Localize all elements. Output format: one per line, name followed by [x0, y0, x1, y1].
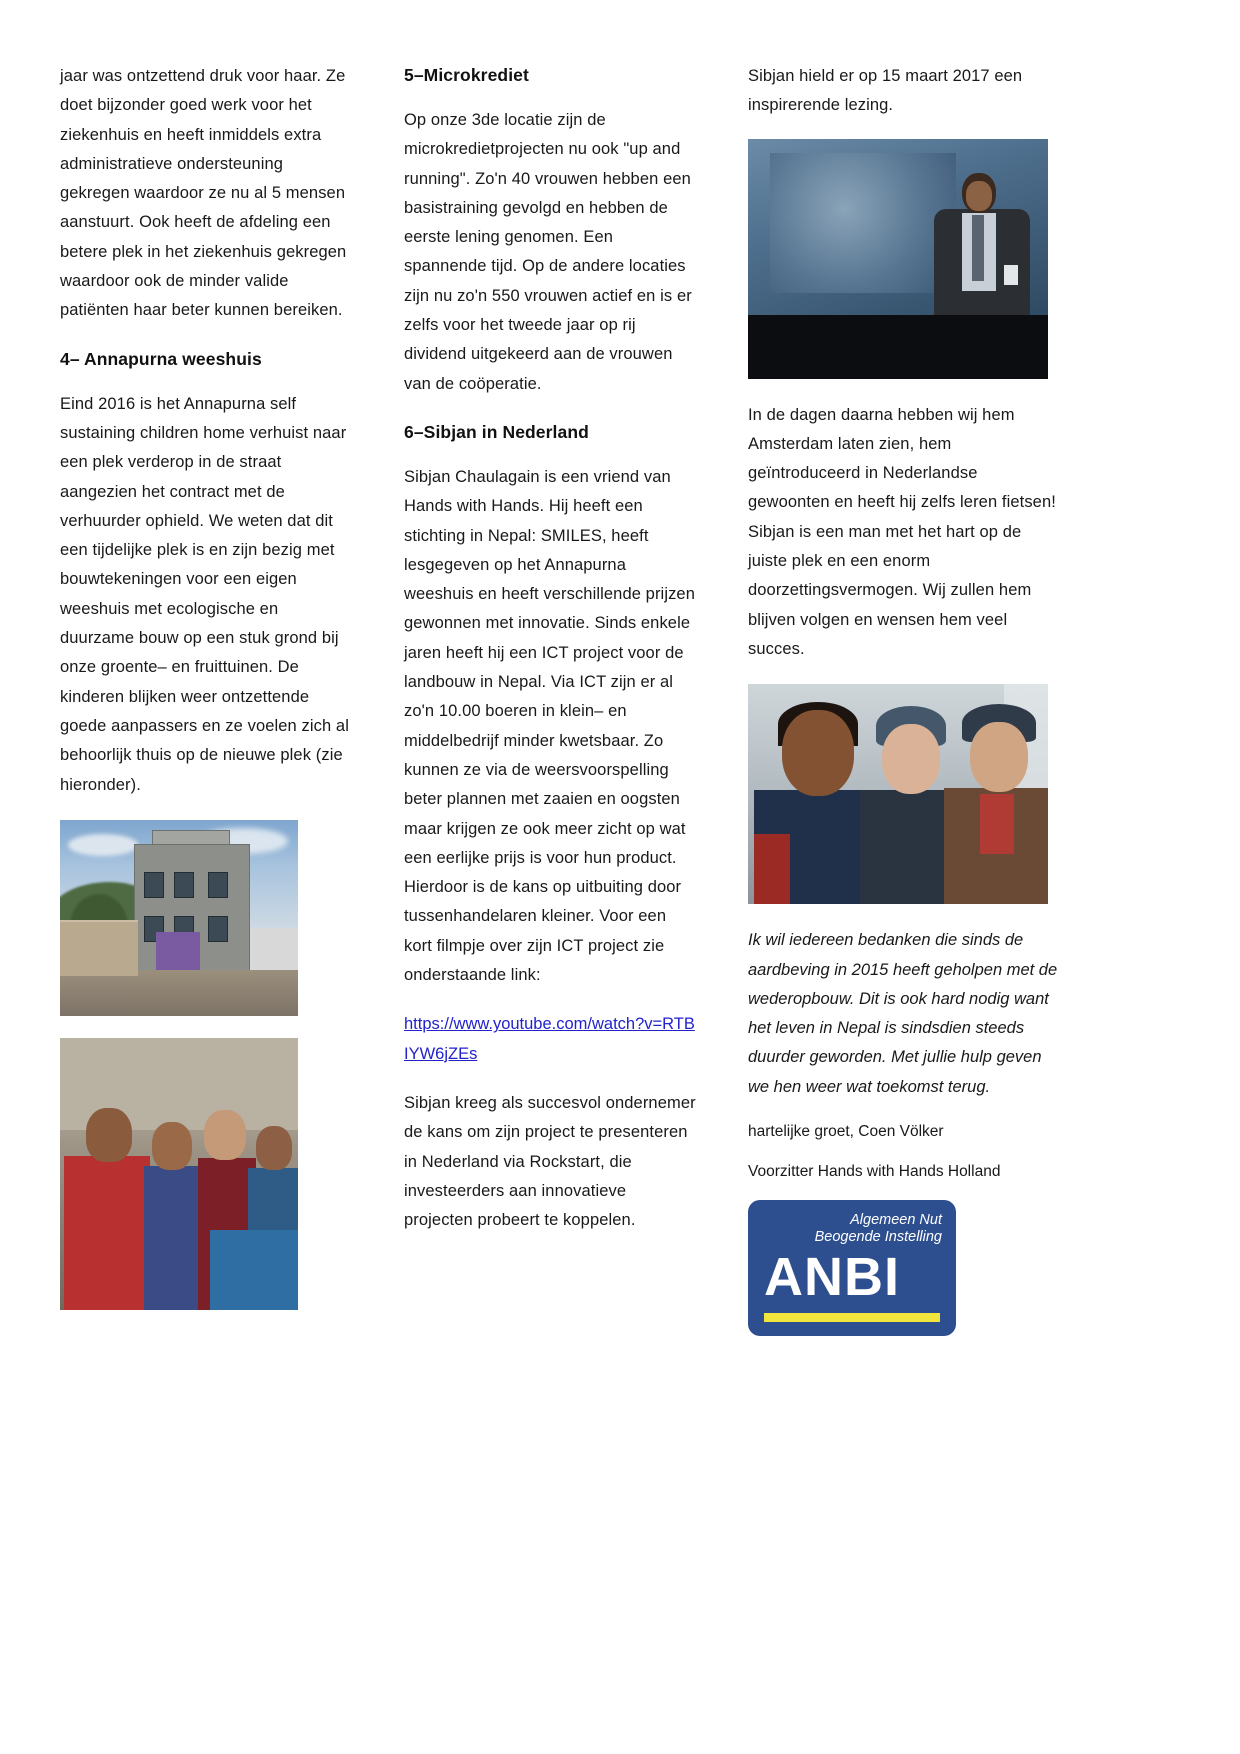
- photo-window: [144, 872, 164, 898]
- photo-sibjan-lecture: [748, 139, 1048, 379]
- paragraph-thanks-italic: Ik wil iedereen bedanken die sinds de aardbeving in 2015 heeft geholpen met de wederopbouw. Dit is ook hard nodig want het leven in Nepal is sindsdien steeds duurder geworden. Met jullie hulp geven we hen weer wat toekomst terug.: [748, 931, 1058, 1096]
- youtube-video-link[interactable]: https://www.youtube.com/watch?v=RTBIYW6jZEs: [404, 1015, 695, 1063]
- column-right: [748, 62, 1058, 1336]
- photo-face: [204, 1110, 246, 1160]
- photo-speaker-badge: [1004, 265, 1018, 285]
- anbi-yellow-bar: [764, 1313, 940, 1322]
- photo-person-body: [64, 1156, 150, 1310]
- anbi-tagline-line2: Beogende Instelling: [814, 1229, 942, 1246]
- photo-projected-image: [770, 153, 956, 293]
- photo-person-strap: [754, 834, 790, 904]
- paragraph-annapurna: Eind 2016 is het Annapurna self sustaining children home verhuist naar een plek verderop in de straat aangezien het contract met de verhuurder ophield. We weten dat dit een tijdelijke plek is en zijn bezig met bouwtekeningen voor een eigen weeshuis met ecologische en duurzame bouw op een stuk grond bij onze groente– en fruittuinen. De kinderen blijken weer ontzettende goede aanpassers en ze voelen zich al behoorlijk thuis op de nieuwe plek (zie hieronder).: [60, 394, 349, 794]
- photo-face: [86, 1108, 132, 1162]
- photo-person-body: [144, 1166, 204, 1310]
- heading-annapurna-weeshuis: 4– Annapurna weeshuis: [60, 348, 262, 369]
- heading-sibjan-in-nederland: 6–Sibjan in Nederland: [404, 421, 589, 442]
- photo-skirt: [210, 1230, 298, 1310]
- photo-children-group: [60, 1038, 298, 1310]
- paragraph-microkrediet: Op onze 3de locatie zijn de microkredietprojecten nu ook "up and running". Zo'n 40 vrouwen hebben een basistraining gevolgd en hebben de eerste lening genomen. Een spannende tijd. Op de andere locaties zijn nu zo'n 550 vrouwen actief en is er zelfs voor het tweede jaar op rij dividend uitgekeerd aan de vrouwen van de coöperatie.: [404, 111, 692, 393]
- photo-window: [208, 916, 228, 942]
- column-left: [60, 62, 352, 1332]
- photo-face: [256, 1126, 292, 1170]
- photo-face: [882, 724, 940, 794]
- heading-microkrediet: 5–Microkrediet: [404, 65, 529, 85]
- youtube-link-wrapper: [404, 1010, 696, 1069]
- paragraph-amsterdam-visit: In de dagen daarna hebben wij hem Amsterdam laten zien, hem geïntroduceerd in Nederlandse gewoonten en heeft hij zelfs leren fietsen! Sibjan is een man met het hart op de juiste plek en een enorm doorzettingsvermogen. Wij zullen hem blijven volgen en wensen hem veel succes.: [748, 405, 1056, 658]
- photo-person-scarf: [980, 794, 1014, 854]
- photo-face: [782, 710, 854, 796]
- signature-greeting: hartelijke groet, Coen Völker: [748, 1123, 944, 1141]
- photo-orphanage-building: [60, 820, 298, 1016]
- photo-door: [156, 932, 200, 970]
- photo-cloud: [68, 834, 138, 856]
- photo-wall: [60, 920, 138, 976]
- paragraph-continued: jaar was ontzettend druk voor haar. Ze doet bijzonder goed werk voor het ziekenhuis en heeft inmiddels extra administratieve ondersteuning gekregen waardoor ze nu al 5 mensen aanstuurt. Ook heeft de afdeling een betere plek in het ziekenhuis gekregen waardoor ook de minder valide patiënten haar beter kunnen bereiken.: [60, 67, 347, 320]
- anbi-tagline-line1: Algemeen Nut: [850, 1212, 942, 1229]
- paragraph-sibjan-intro: Sibjan Chaulagain is een vriend van Hands with Hands. Hij heeft een stichting in Nepal: SMILES, heeft lesgegeven op het Annapurna weeshuis en heeft verschillende prijzen gewonnen met innovatie. Sinds enkele jaren heeft hij een ICT project voor de landbouw in Nepal. Via ICT zijn er al zo'n 10.00 boeren in klein– en middelbedrijf minder kwetsbaar. Zo kunnen ze via de weersvoorspelling beter plannen met zaaien en oogsten maar krijgen ze ook meer zicht op wat een eerlijke prijs is voor hun product. Hierdoor is de kans op uitbuiting door tussenhandelaren kleiner. Voor een kort filmpje over zijn ICT project zie onderstaande link:: [404, 467, 695, 985]
- photo-face: [152, 1122, 192, 1170]
- anbi-wordmark: ANBI: [764, 1247, 900, 1308]
- paragraph-sibjan-rockstart: Sibjan kreeg als succesvol ondernemer de kans om zijn project te presenteren in Nederland via Rockstart, die investeerders aan innovatieve projecten probeert te koppelen.: [404, 1093, 696, 1230]
- photo-dark-foreground: [748, 315, 1048, 379]
- signature-role: Voorzitter Hands with Hands Holland: [748, 1163, 1001, 1181]
- photo-three-men: [748, 684, 1048, 904]
- photo-face: [970, 722, 1028, 792]
- photo-ground: [60, 970, 298, 1016]
- three-column-layout: [60, 62, 1070, 1336]
- photo-window: [174, 872, 194, 898]
- photo-speaker-tie: [972, 215, 984, 281]
- anbi-logo: [748, 1200, 956, 1336]
- paragraph-lecture-lead: Sibjan hield er op 15 maart 2017 een inspirerende lezing.: [748, 67, 1023, 115]
- photo-speaker-face: [966, 181, 992, 211]
- photo-window: [208, 872, 228, 898]
- column-middle: [404, 62, 696, 1255]
